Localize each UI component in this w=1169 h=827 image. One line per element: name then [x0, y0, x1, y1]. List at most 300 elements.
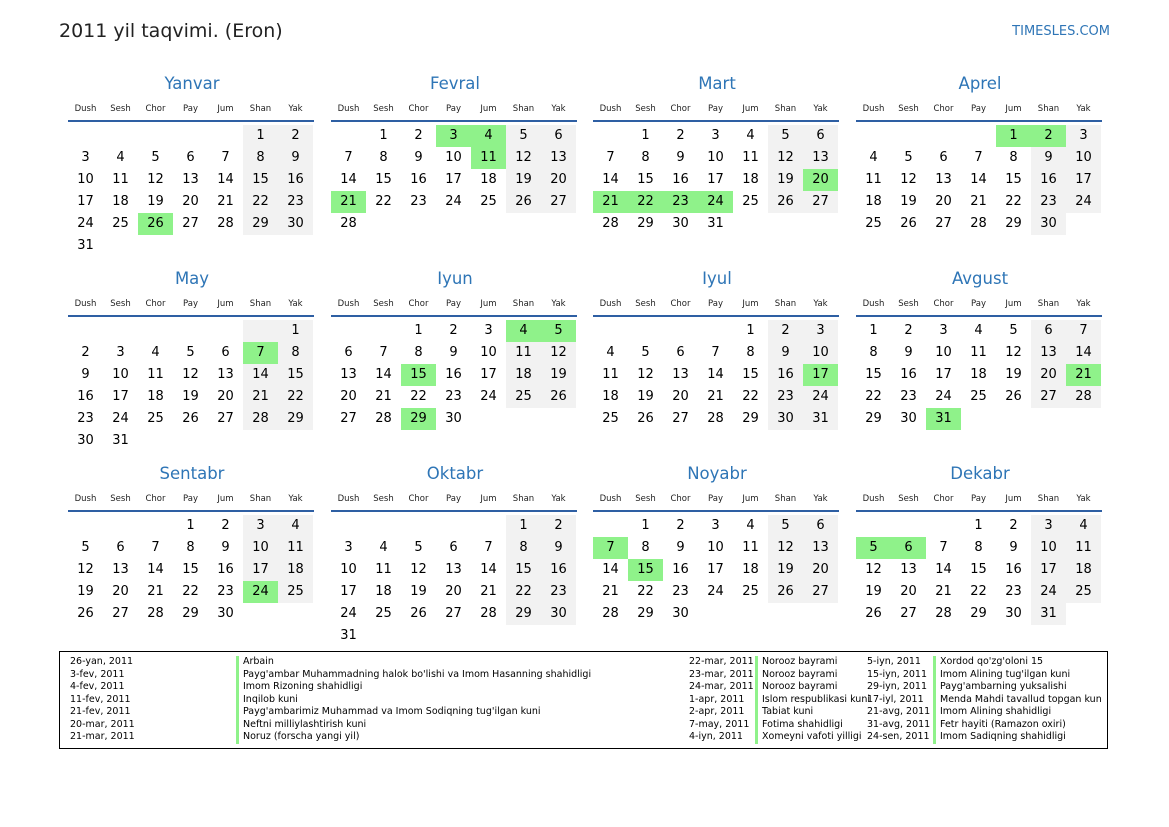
day-cell: 2 — [676, 128, 685, 143]
day-cell: 25 — [1066, 581, 1101, 603]
weekday-label: Sesh — [635, 104, 656, 114]
weekday-label: Sesh — [898, 494, 919, 504]
day-cell: 27 — [1031, 386, 1066, 408]
day-cell: 23 — [541, 581, 576, 603]
day-cell: 31 — [77, 238, 94, 253]
day-cell: 21 — [480, 584, 497, 599]
empty-cell — [68, 320, 103, 342]
empty-cell — [541, 213, 576, 235]
day-cell: 12 — [637, 367, 654, 382]
month-fevral — [331, 73, 577, 235]
day-cell: 25 — [506, 386, 541, 408]
day-cell: 17 — [243, 559, 278, 581]
day-cell: 8 — [974, 540, 983, 555]
day-cell: 13 — [900, 562, 917, 577]
month-name: Oktabr — [426, 464, 484, 483]
month-yanvar — [68, 73, 314, 257]
day-cell: 13 — [935, 172, 952, 187]
day-grid — [331, 320, 576, 430]
weekday-label: Sesh — [898, 104, 919, 114]
legend-row — [689, 719, 870, 732]
day-cell: 19 — [900, 194, 917, 209]
day-cell: 31 — [340, 628, 357, 643]
day-grid — [68, 515, 313, 625]
day-cell: 14 — [1066, 342, 1101, 364]
day-cell: 17 — [803, 364, 838, 386]
day-cell: 19 — [506, 169, 541, 191]
day-cell: 7 — [243, 342, 278, 364]
day-cell: 16 — [217, 562, 234, 577]
empty-cell — [138, 320, 173, 342]
legend-date: 21-mar, 2011 — [70, 731, 135, 742]
legend-date: 24-sen, 2011 — [867, 731, 930, 742]
day-cell: 1 — [278, 320, 313, 342]
day-cell: 23 — [445, 389, 462, 404]
day-cell: 9 — [414, 150, 423, 165]
day-cell: 9 — [449, 345, 458, 360]
day-cell: 7 — [974, 150, 983, 165]
day-cell: 8 — [869, 345, 878, 360]
day-cell: 8 — [379, 150, 388, 165]
day-cell: 9 — [676, 150, 685, 165]
day-cell: 2 — [1009, 518, 1018, 533]
weekday-label: Shan — [774, 299, 797, 309]
empty-cell — [593, 320, 628, 342]
weekday-header — [856, 297, 1102, 311]
day-cell: 5 — [856, 537, 891, 559]
day-cell: 1 — [186, 518, 195, 533]
weekday-label: Jum — [1005, 299, 1022, 309]
day-cell: 8 — [414, 345, 423, 360]
header-rule — [68, 315, 314, 317]
day-cell: 14 — [602, 562, 619, 577]
day-cell: 4 — [1066, 515, 1101, 537]
day-cell: 10 — [707, 150, 724, 165]
day-cell: 12 — [410, 562, 427, 577]
empty-cell — [331, 125, 366, 147]
weekday-label: Yak — [288, 299, 303, 309]
empty-cell — [68, 515, 103, 537]
day-cell: 3 — [711, 128, 720, 143]
day-cell: 6 — [939, 150, 948, 165]
weekday-label: Yak — [551, 104, 566, 114]
day-cell: 7 — [379, 345, 388, 360]
empty-cell — [208, 125, 243, 147]
month-name: Dekabr — [950, 464, 1010, 483]
day-cell: 11 — [970, 345, 987, 360]
day-cell: 22 — [278, 386, 313, 408]
day-cell: 2 — [278, 125, 313, 147]
weekday-label: Dush — [74, 494, 97, 504]
day-cell: 22 — [410, 389, 427, 404]
weekday-label: Yak — [1076, 299, 1091, 309]
legend-holiday-name: Imom Alining shahidligi — [933, 706, 1051, 719]
day-cell: 14 — [340, 172, 357, 187]
day-cell: 13 — [803, 147, 838, 169]
day-cell: 28 — [707, 411, 724, 426]
day-cell: 18 — [375, 584, 392, 599]
day-cell: 31 — [1031, 603, 1066, 625]
day-cell: 7 — [344, 150, 353, 165]
legend-row — [867, 656, 1102, 669]
day-cell: 21 — [243, 386, 278, 408]
day-cell: 7 — [711, 345, 720, 360]
day-cell: 28 — [243, 408, 278, 430]
empty-cell — [103, 515, 138, 537]
day-cell: 16 — [768, 364, 803, 386]
day-cell: 28 — [480, 606, 497, 621]
day-cell: 26 — [138, 213, 173, 235]
day-grid — [68, 125, 313, 257]
weekday-label: Sesh — [898, 299, 919, 309]
day-cell: 10 — [1066, 147, 1101, 169]
day-cell: 7 — [593, 537, 628, 559]
day-cell: 15 — [506, 559, 541, 581]
weekday-label: Yak — [551, 494, 566, 504]
weekday-label: Pay — [708, 299, 723, 309]
day-cell: 4 — [606, 345, 615, 360]
day-cell: 7 — [606, 150, 615, 165]
day-cell: 20 — [900, 584, 917, 599]
day-cell: 4 — [869, 150, 878, 165]
day-cell: 22 — [375, 194, 392, 209]
day-cell: 19 — [768, 169, 803, 191]
day-cell: 12 — [182, 367, 199, 382]
day-cell: 31 — [112, 433, 129, 448]
legend-date: 21-avg, 2011 — [867, 706, 931, 717]
weekday-label: Sesh — [373, 104, 394, 114]
day-cell: 1 — [869, 323, 878, 338]
empty-cell — [366, 515, 401, 537]
month-name: Noyabr — [687, 464, 747, 483]
day-cell: 11 — [278, 537, 313, 559]
month-name: Yanvar — [164, 74, 220, 93]
day-cell: 28 — [375, 411, 392, 426]
day-cell: 28 — [1066, 386, 1101, 408]
weekday-label: Pay — [971, 299, 986, 309]
empty-cell — [436, 515, 471, 537]
day-grid — [593, 320, 838, 430]
weekday-label: Dush — [599, 494, 622, 504]
day-cell: 21 — [147, 584, 164, 599]
day-cell: 27 — [672, 411, 689, 426]
day-cell: 26 — [865, 606, 882, 621]
day-cell: 8 — [746, 345, 755, 360]
day-cell: 24 — [445, 194, 462, 209]
day-cell: 3 — [711, 518, 720, 533]
weekday-label: Pay — [971, 494, 986, 504]
weekday-header — [68, 492, 314, 506]
day-cell: 15 — [865, 367, 882, 382]
weekday-label: Sesh — [110, 494, 131, 504]
day-cell: 16 — [1005, 562, 1022, 577]
weekday-label: Dush — [74, 104, 97, 114]
legend-row — [689, 656, 870, 669]
day-cell: 19 — [637, 389, 654, 404]
day-cell: 16 — [672, 172, 689, 187]
day-cell: 10 — [935, 345, 952, 360]
header-rule — [331, 510, 577, 512]
weekday-label: Yak — [288, 104, 303, 114]
legend-row — [689, 706, 870, 719]
weekday-label: Jum — [217, 299, 234, 309]
weekday-label: Shan — [249, 104, 272, 114]
empty-cell — [436, 625, 471, 647]
day-cell: 20 — [340, 389, 357, 404]
day-cell: 10 — [803, 342, 838, 364]
empty-cell — [366, 625, 401, 647]
day-cell: 7 — [1066, 320, 1101, 342]
day-cell: 27 — [541, 191, 576, 213]
weekday-label: Chor — [670, 104, 691, 114]
header-rule — [331, 120, 577, 122]
legend-date: 17-iyl, 2011 — [867, 693, 924, 705]
day-cell: 23 — [278, 191, 313, 213]
header-rule — [593, 120, 839, 122]
day-cell: 17 — [445, 172, 462, 187]
empty-cell — [628, 320, 663, 342]
day-cell: 24 — [112, 411, 129, 426]
day-cell: 14 — [935, 562, 952, 577]
day-cell: 8 — [278, 342, 313, 364]
day-cell: 1 — [974, 518, 983, 533]
day-cell: 16 — [278, 169, 313, 191]
day-cell: 6 — [344, 345, 353, 360]
day-cell: 19 — [77, 584, 94, 599]
legend-holiday-name: Fotima shahidligi — [755, 719, 843, 732]
weekday-header — [593, 492, 839, 506]
day-cell: 25 — [602, 411, 619, 426]
day-cell: 21 — [217, 194, 234, 209]
day-cell: 23 — [217, 584, 234, 599]
day-cell: 9 — [278, 147, 313, 169]
day-cell: 8 — [243, 147, 278, 169]
day-cell: 31 — [926, 408, 961, 430]
legend-column-3 — [867, 656, 1102, 744]
empty-cell — [331, 515, 366, 537]
weekday-label: Jum — [480, 104, 497, 114]
day-cell: 17 — [77, 194, 94, 209]
legend-row — [689, 731, 870, 744]
day-cell: 13 — [340, 367, 357, 382]
month-avgust — [856, 268, 1102, 430]
day-cell: 31 — [803, 408, 838, 430]
legend-row — [70, 681, 591, 694]
day-cell: 21 — [970, 194, 987, 209]
day-cell: 20 — [182, 194, 199, 209]
weekday-label: Dush — [599, 299, 622, 309]
day-grid — [331, 515, 576, 647]
month-iyul — [593, 268, 839, 430]
empty-cell — [733, 603, 768, 625]
day-cell: 21 — [375, 389, 392, 404]
day-grid — [856, 515, 1101, 625]
day-cell: 19 — [147, 194, 164, 209]
day-cell: 29 — [742, 411, 759, 426]
day-cell: 3 — [81, 150, 90, 165]
empty-cell — [593, 125, 628, 147]
weekday-label: Dush — [337, 104, 360, 114]
legend-holiday-name: Imom Alining tug'ilgan kuni — [933, 669, 1070, 682]
day-cell: 18 — [865, 194, 882, 209]
weekday-label: Chor — [933, 299, 954, 309]
day-cell: 12 — [865, 562, 882, 577]
day-cell: 20 — [672, 389, 689, 404]
day-cell: 30 — [1005, 606, 1022, 621]
day-cell: 29 — [506, 603, 541, 625]
weekday-label: Dush — [862, 494, 885, 504]
legend-holiday-name: Arbain — [236, 656, 274, 669]
day-cell: 23 — [900, 389, 917, 404]
day-cell: 2 — [676, 518, 685, 533]
empty-cell — [208, 320, 243, 342]
day-cell: 1 — [746, 323, 755, 338]
weekday-label: Jum — [1005, 104, 1022, 114]
day-cell: 27 — [182, 216, 199, 231]
day-cell: 13 — [541, 147, 576, 169]
day-cell: 4 — [379, 540, 388, 555]
day-cell: 23 — [672, 584, 689, 599]
day-cell: 5 — [151, 150, 160, 165]
day-cell: 26 — [410, 606, 427, 621]
empty-cell — [471, 408, 506, 430]
day-cell: 17 — [112, 389, 129, 404]
day-cell: 7 — [939, 540, 948, 555]
header-rule — [856, 315, 1102, 317]
day-cell: 24 — [698, 191, 733, 213]
day-cell: 6 — [1031, 320, 1066, 342]
day-cell: 28 — [970, 216, 987, 231]
empty-cell — [401, 515, 436, 537]
day-cell: 3 — [803, 320, 838, 342]
day-cell: 19 — [768, 559, 803, 581]
day-cell: 14 — [970, 172, 987, 187]
day-cell: 23 — [1005, 584, 1022, 599]
day-cell: 24 — [707, 584, 724, 599]
legend-column-1 — [70, 656, 591, 744]
legend-row — [867, 719, 1102, 732]
legend-date: 29-iyn, 2011 — [867, 681, 928, 692]
month-aprel — [856, 73, 1102, 235]
month-noyabr — [593, 463, 839, 625]
day-cell: 23 — [768, 386, 803, 408]
day-cell: 1 — [414, 323, 423, 338]
empty-cell — [698, 603, 733, 625]
day-grid — [856, 125, 1101, 235]
month-may — [68, 268, 314, 452]
day-cell: 4 — [278, 515, 313, 537]
day-cell: 28 — [147, 606, 164, 621]
day-cell: 16 — [1031, 169, 1066, 191]
day-cell: 9 — [676, 540, 685, 555]
day-cell: 13 — [672, 367, 689, 382]
day-cell: 9 — [1031, 147, 1066, 169]
day-cell: 3 — [939, 323, 948, 338]
empty-cell — [103, 125, 138, 147]
day-cell: 18 — [506, 364, 541, 386]
empty-cell — [506, 625, 541, 647]
day-cell: 24 — [480, 389, 497, 404]
weekday-label: Pay — [446, 104, 461, 114]
day-cell: 16 — [672, 562, 689, 577]
day-cell: 17 — [480, 367, 497, 382]
day-cell: 4 — [746, 518, 755, 533]
day-cell: 5 — [904, 150, 913, 165]
day-cell: 31 — [707, 216, 724, 231]
empty-cell — [961, 408, 996, 430]
day-cell: 10 — [707, 540, 724, 555]
day-cell: 25 — [375, 606, 392, 621]
weekday-label: Chor — [408, 299, 429, 309]
weekday-header — [856, 102, 1102, 116]
day-cell: 4 — [974, 323, 983, 338]
day-cell: 12 — [541, 342, 576, 364]
day-cell: 3 — [344, 540, 353, 555]
empty-cell — [926, 515, 961, 537]
weekday-header — [331, 492, 577, 506]
day-cell: 15 — [637, 172, 654, 187]
day-cell: 29 — [401, 408, 436, 430]
day-cell: 1 — [996, 125, 1031, 147]
day-cell: 22 — [865, 389, 882, 404]
site-link[interactable]: TIMESLES.COM — [1012, 24, 1110, 39]
day-cell: 7 — [484, 540, 493, 555]
day-cell: 6 — [891, 537, 926, 559]
day-cell: 5 — [768, 515, 803, 537]
day-cell: 9 — [904, 345, 913, 360]
month-name: Fevral — [430, 74, 480, 93]
weekday-label: Shan — [512, 494, 535, 504]
header-rule — [68, 120, 314, 122]
day-cell: 29 — [637, 216, 654, 231]
day-cell: 4 — [471, 125, 506, 147]
weekday-header — [68, 102, 314, 116]
empty-cell — [173, 430, 208, 452]
day-cell: 9 — [541, 537, 576, 559]
legend-row — [867, 669, 1102, 682]
day-cell: 10 — [340, 562, 357, 577]
empty-cell — [68, 125, 103, 147]
day-grid — [593, 515, 838, 625]
day-cell: 18 — [112, 194, 129, 209]
day-cell: 16 — [410, 172, 427, 187]
day-cell: 28 — [217, 216, 234, 231]
day-cell: 12 — [768, 147, 803, 169]
day-cell: 21 — [331, 191, 366, 213]
day-cell: 27 — [217, 411, 234, 426]
weekday-label: Sesh — [373, 494, 394, 504]
day-cell: 2 — [221, 518, 230, 533]
day-cell: 13 — [803, 537, 838, 559]
weekday-label: Yak — [813, 299, 828, 309]
weekday-label: Yak — [551, 299, 566, 309]
day-cell: 4 — [116, 150, 125, 165]
empty-cell — [208, 430, 243, 452]
legend-date: 26-yan, 2011 — [70, 656, 134, 667]
day-grid — [856, 320, 1101, 430]
day-cell: 11 — [602, 367, 619, 382]
empty-cell — [768, 603, 803, 625]
month-name: Avgust — [951, 269, 1009, 288]
legend-date: 15-iyn, 2011 — [867, 668, 928, 680]
header-rule — [331, 315, 577, 317]
weekday-label: Yak — [813, 104, 828, 114]
month-name: Aprel — [958, 74, 1002, 93]
day-cell: 25 — [480, 194, 497, 209]
weekday-label: Yak — [1076, 104, 1091, 114]
empty-cell — [173, 320, 208, 342]
weekday-label: Pay — [708, 494, 723, 504]
